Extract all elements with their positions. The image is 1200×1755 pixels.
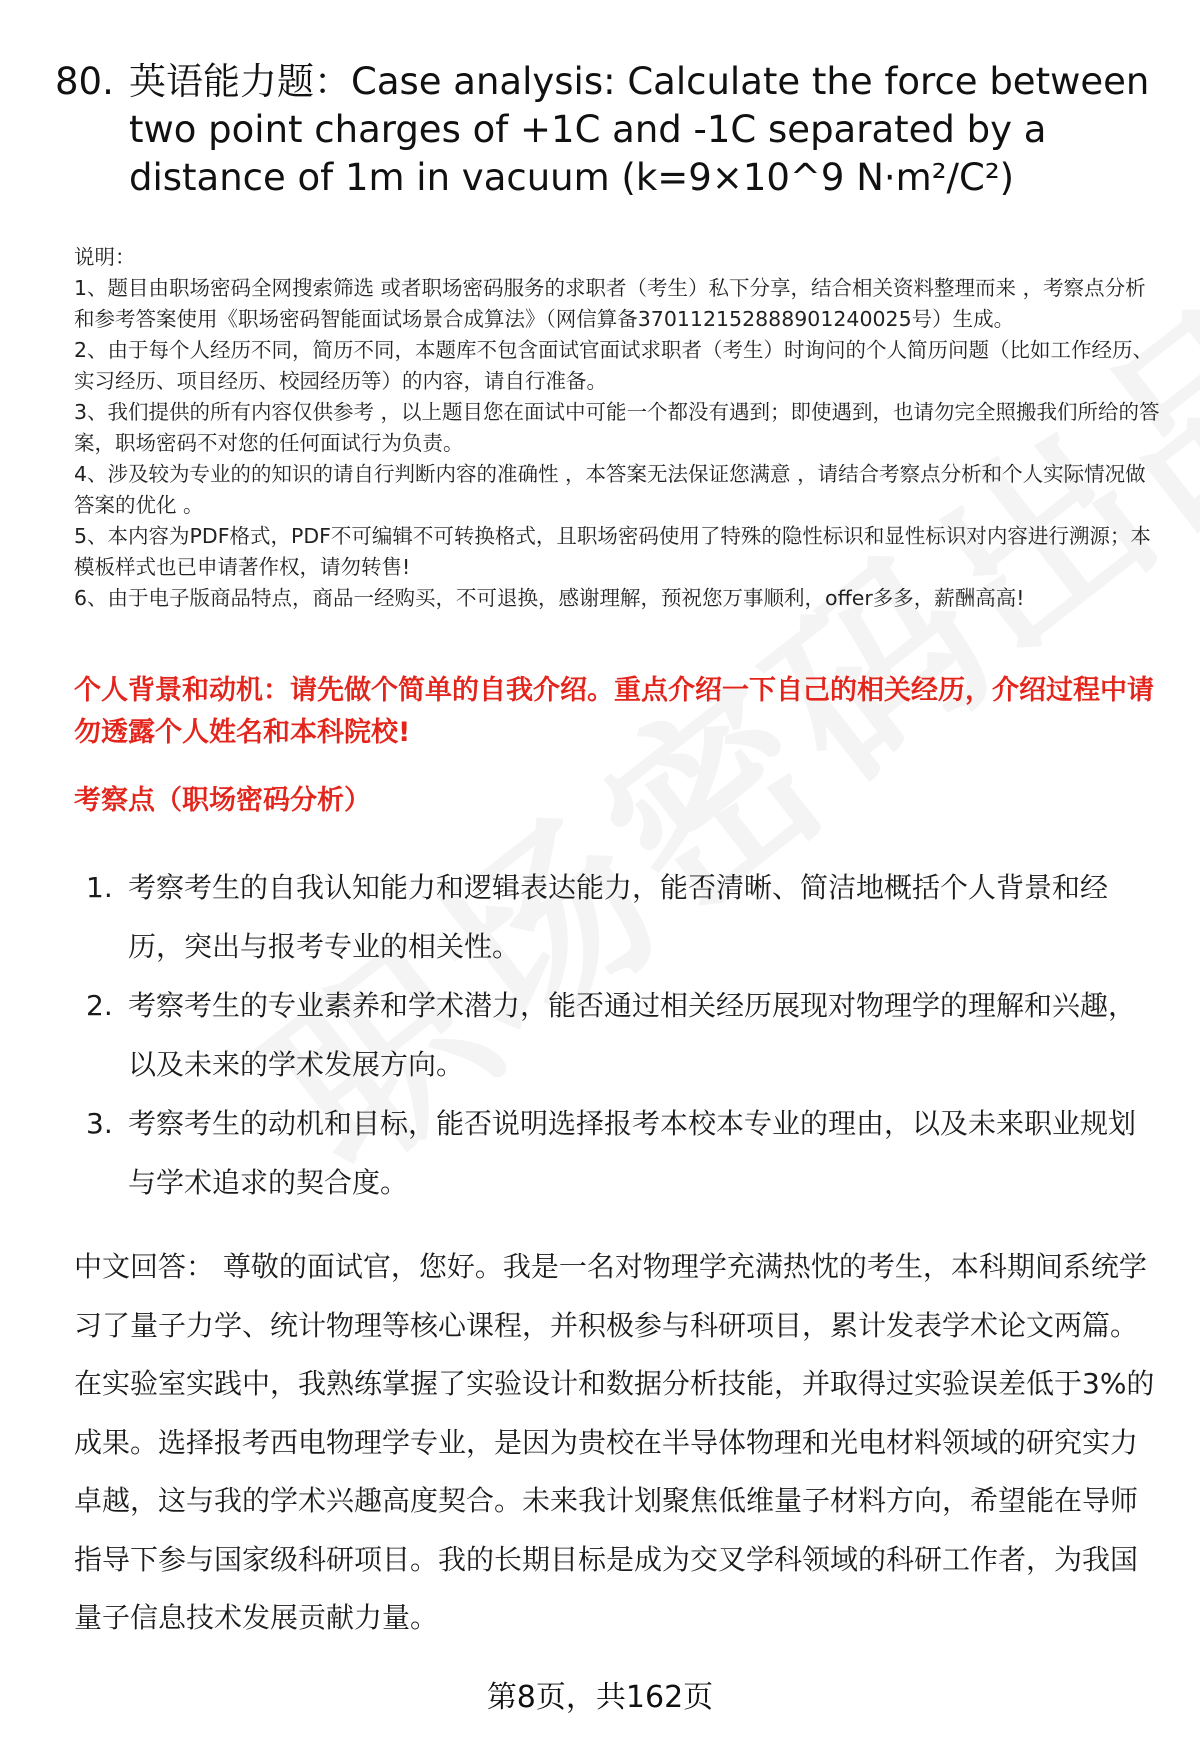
note-item: 4、涉及较为专业的的知识的请自行判断内容的准确性 ，本答案无法保证您满意 ，请结合考察点分析和个人实际情况做答案的优化 。: [74, 462, 1146, 517]
note-item: 2、由于每个人经历不同，简历不同，本题库不包含面试官面试求职者（考生）时询问的个人简历问题（比如工作经历、实习经历、项目经历、校园经历等）的内容，请自行准备。: [74, 338, 1154, 393]
note-item: 3、我们提供的所有内容仅供参考 ，以上题目您在面试中可能一个都没有遇到；即使遇到，也请勿完全照搬我们所给的答案，职场密码不对您的任何面试行为负责。: [74, 400, 1160, 455]
list-item: [86, 976, 1156, 1094]
notes-heading: 说明：: [74, 245, 136, 269]
notes-block: [74, 242, 1164, 614]
note-item: 1、题目由职场密码全网搜索筛选 或者职场密码服务的求职者（考生）私下分享，结合相关资料整理而来 ，考察点分析和参考答案使用《职场密码智能面试场景合成算法》（网信算备370112152888901240025号）生成。: [74, 276, 1146, 331]
note-item: 5、本内容为PDF格式，PDF不可编辑不可转换格式，且职场密码使用了特殊的隐性标识和显性标识对内容进行溯源；本模板样式也已申请著作权，请勿转售!: [74, 524, 1151, 579]
points-heading: 考察点（职场密码分析）: [74, 785, 371, 816]
list-item: [86, 858, 1156, 976]
list-item-text: 考察考生的动机和目标，能否说明选择报考本校本专业的理由，以及未来职业规划与学术追求的契合度。: [128, 1107, 1137, 1199]
note-item: 6、由于电子版商品特点，商品一经购买，不可退换，感谢理解，预祝您万事顺利，offer多多，薪酬高高!: [74, 586, 1025, 610]
question-title: [55, 58, 1165, 202]
list-item-text: 考察考生的专业素养和学术潜力，能否通过相关经历展现对物理学的理解和兴趣，以及未来的学术发展方向。: [128, 989, 1137, 1081]
list-item-index: 2.: [86, 989, 113, 1022]
list-item-index: 3.: [86, 1107, 113, 1140]
list-item-text: 考察考生的自我认知能力和逻辑表达能力，能否清晰、简洁地概括个人背景和经历，突出与报考专业的相关性。: [128, 871, 1109, 963]
question-number: 80.: [55, 60, 114, 103]
assessment-points-list: [86, 858, 1156, 1212]
question-text: 英语能力题：Case analysis: Calculate the force between two point charges of +1C and -1C separated by a distance of 1m in vacuum (k=9×10^9 N·m²/C²): [129, 60, 1150, 199]
list-item: [86, 1094, 1156, 1212]
answer-paragraph: 中文回答： 尊敬的面试官，您好。我是一名对物理学充满热忱的考生，本科期间系统学习了量子力学、统计物理等核心课程，并积极参与科研项目，累计发表学术论文两篇。在实验室实践中，我熟练掌握了实验设计和数据分析技能，并取得过实验误差低于3%的成果。选择报考西电物理学专业，是因为贵校在半导体物理和光电材料领域的研究实力卓越，这与我的学术兴趣高度契合。未来我计划聚焦低维量子材料方向，希望能在导师指导下参与国家级科研项目。我的长期目标是成为交叉学科领域的科研工作者，为我国量子信息技术发展贡献力量。: [74, 1250, 1155, 1634]
background-heading: 个人背景和动机：请先做个简单的自我介绍。重点介绍一下自己的相关经历，介绍过程中请勿透露个人姓名和本科院校!: [74, 675, 1154, 748]
page-footer: 第8页，共162页: [486, 1680, 714, 1715]
list-item-index: 1.: [86, 871, 113, 904]
